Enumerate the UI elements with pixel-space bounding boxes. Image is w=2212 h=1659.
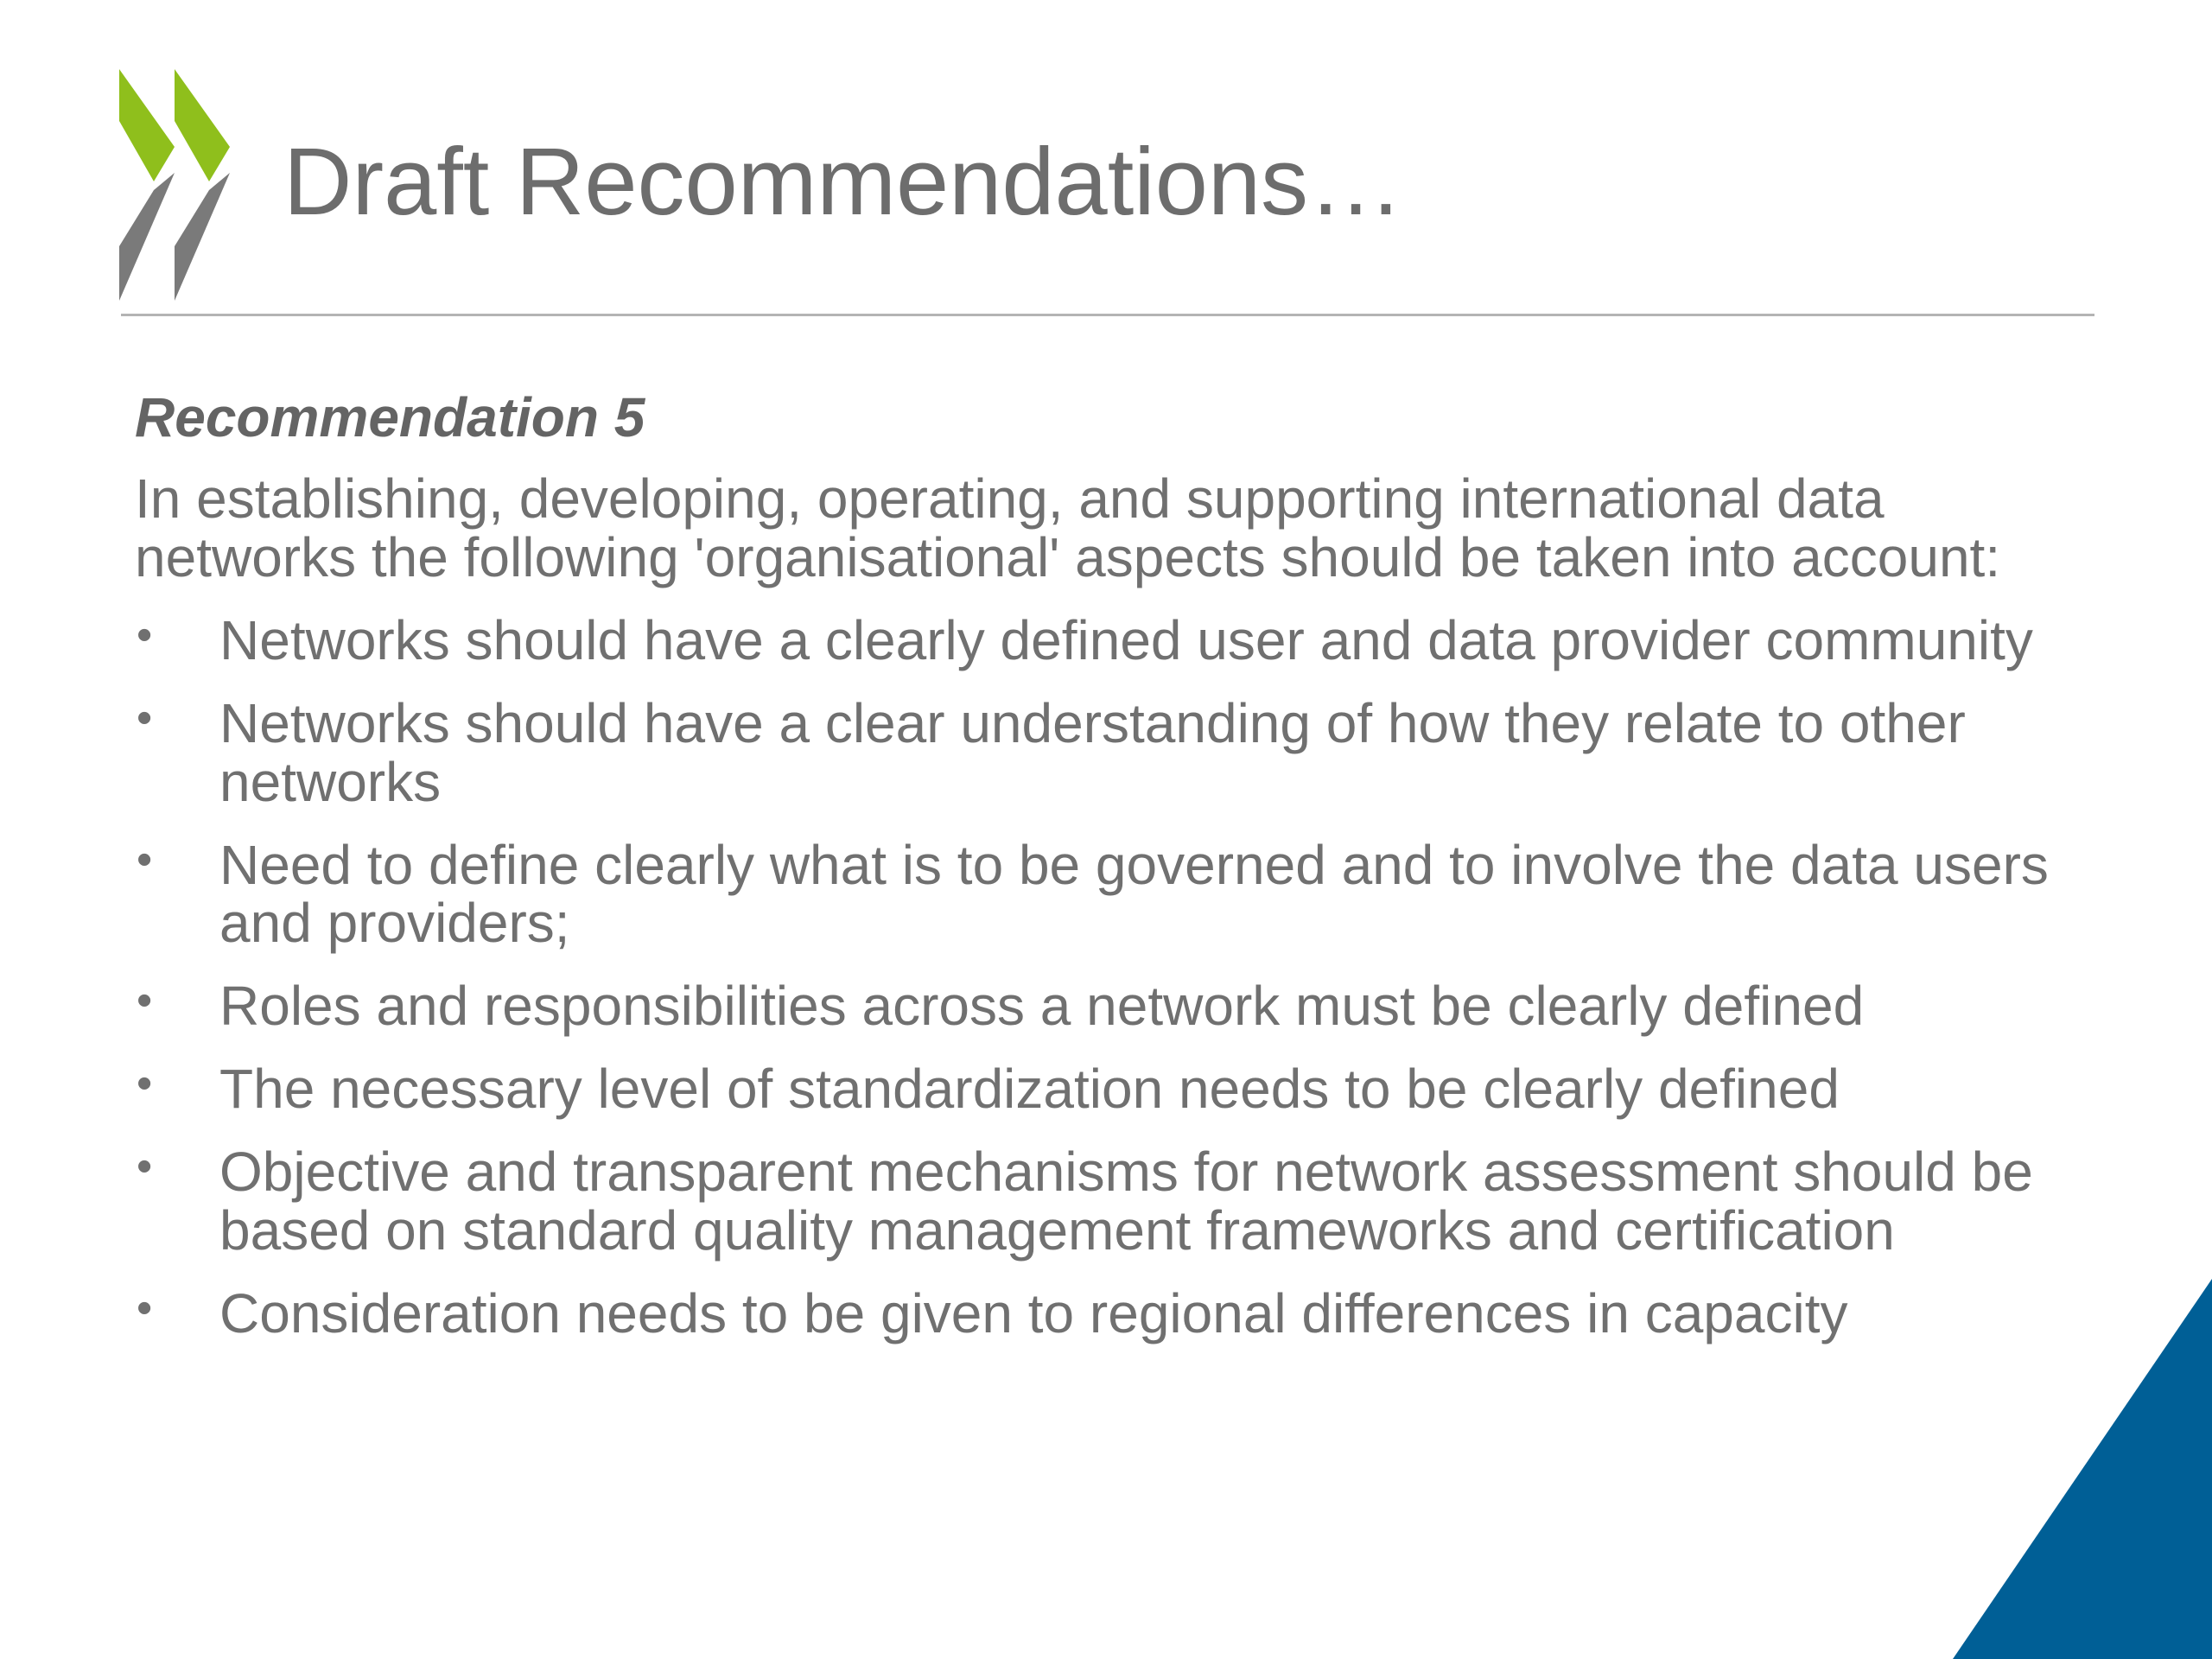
bullet-icon: • [137, 976, 153, 1027]
logo-chevron-gray-right [175, 173, 230, 301]
bullet-list [135, 609, 2105, 1344]
logo-chevron-gray-left [119, 173, 175, 301]
bullet-text: Roles and responsibilities across a network must be clearly defined [219, 975, 1865, 1038]
bullet-item [135, 833, 2105, 955]
corner-triangle-decoration [1953, 1279, 2212, 1659]
bullet-item [135, 1060, 2105, 1119]
bullet-icon: • [137, 1058, 153, 1109]
logo-chevron-green-left [119, 69, 175, 181]
slide-title: Draft Recommendations… [283, 129, 1404, 235]
bullet-item [135, 1140, 2105, 1262]
title-divider [121, 314, 2094, 316]
bullet-text: Consideration needs to be given to regional differences in capacity [219, 1281, 1848, 1344]
slide-content [135, 387, 2105, 1367]
chevron-logo-icon [119, 69, 235, 301]
corner-triangle-shape [1953, 1279, 2212, 1659]
bullet-icon: • [137, 834, 153, 885]
bullet-text: Networks should have a clearly defined user and data provider community [219, 609, 2033, 672]
bullet-item [135, 1281, 2105, 1344]
bullet-text: Networks should have a clear understanding of how they relate to other networks [219, 691, 1966, 813]
bullet-item [135, 977, 2105, 1036]
bullet-icon: • [137, 692, 153, 743]
bullet-text: Objective and transparent mechanisms for network assessment should be based on standard quality management frameworks and certification [219, 1140, 2033, 1262]
bullet-item [135, 609, 2105, 672]
recommendation-heading: Recommendation 5 [135, 386, 645, 448]
bullet-text: Need to define clearly what is to be governed and to involve the data users and providers; [219, 833, 2049, 955]
logo-chevron-green-right [175, 69, 230, 181]
bullet-text: The necessary level of standardization needs to be clearly defined [219, 1058, 1840, 1121]
bullet-icon: • [137, 1141, 153, 1192]
bullet-icon: • [137, 610, 153, 661]
bullet-item [135, 691, 2105, 813]
bullet-icon: • [137, 1282, 153, 1333]
intro-paragraph: In establishing, developing, operating, and supporting international data networks the following 'organisational' aspects should be taken into account: [135, 467, 2001, 589]
